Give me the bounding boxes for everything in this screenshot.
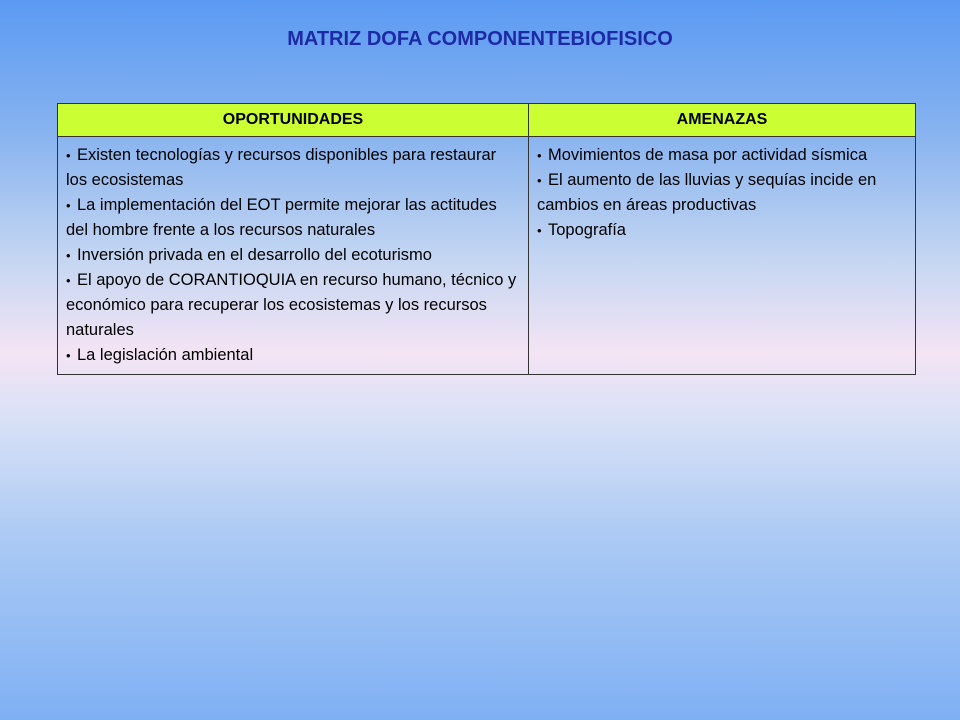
list-item bbox=[537, 143, 907, 168]
list-item bbox=[66, 343, 520, 368]
oportunidades-cell bbox=[58, 137, 529, 375]
list-item-text: El apoyo de CORANTIOQUIA en recurso humano, técnico y económico para recuperar los ecosistemas y los recursos naturales bbox=[66, 271, 517, 339]
list-item-text: Existen tecnologías y recursos disponibles para restaurar los ecosistemas bbox=[66, 146, 497, 189]
list-item bbox=[537, 218, 907, 243]
bullet-icon: • bbox=[537, 223, 542, 238]
bullet-icon: • bbox=[66, 273, 71, 288]
list-item bbox=[66, 268, 520, 343]
dofa-matrix-table bbox=[57, 103, 916, 375]
amenazas-cell bbox=[529, 137, 916, 375]
bullet-icon: • bbox=[537, 148, 542, 163]
oportunidades-list bbox=[66, 143, 520, 368]
bullet-icon: • bbox=[537, 173, 542, 188]
bullet-icon: • bbox=[66, 198, 71, 213]
list-item-text: Movimientos de masa por actividad sísmica bbox=[548, 146, 868, 164]
list-item bbox=[66, 193, 520, 243]
bullet-icon: • bbox=[66, 248, 71, 263]
list-item bbox=[66, 243, 520, 268]
header-oportunidades: OPORTUNIDADES bbox=[58, 104, 529, 137]
list-item-text: Inversión privada en el desarrollo del ecoturismo bbox=[77, 246, 432, 264]
list-item-text: Topografía bbox=[548, 221, 626, 239]
page-title: MATRIZ DOFA COMPONENTEBIOFISICO bbox=[287, 28, 673, 50]
amenazas-list bbox=[537, 143, 907, 243]
header-amenazas: AMENAZAS bbox=[529, 104, 916, 137]
list-item bbox=[66, 143, 520, 193]
bullet-icon: • bbox=[66, 148, 71, 163]
list-item bbox=[537, 168, 907, 218]
table-header-row bbox=[58, 104, 916, 137]
table-row bbox=[58, 137, 916, 375]
list-item-text: El aumento de las lluvias y sequías incide en cambios en áreas productivas bbox=[537, 171, 877, 214]
list-item-text: La implementación del EOT permite mejorar las actitudes del hombre frente a los recursos naturales bbox=[66, 196, 497, 239]
list-item-text: La legislación ambiental bbox=[77, 346, 254, 364]
bullet-icon: • bbox=[66, 348, 71, 363]
